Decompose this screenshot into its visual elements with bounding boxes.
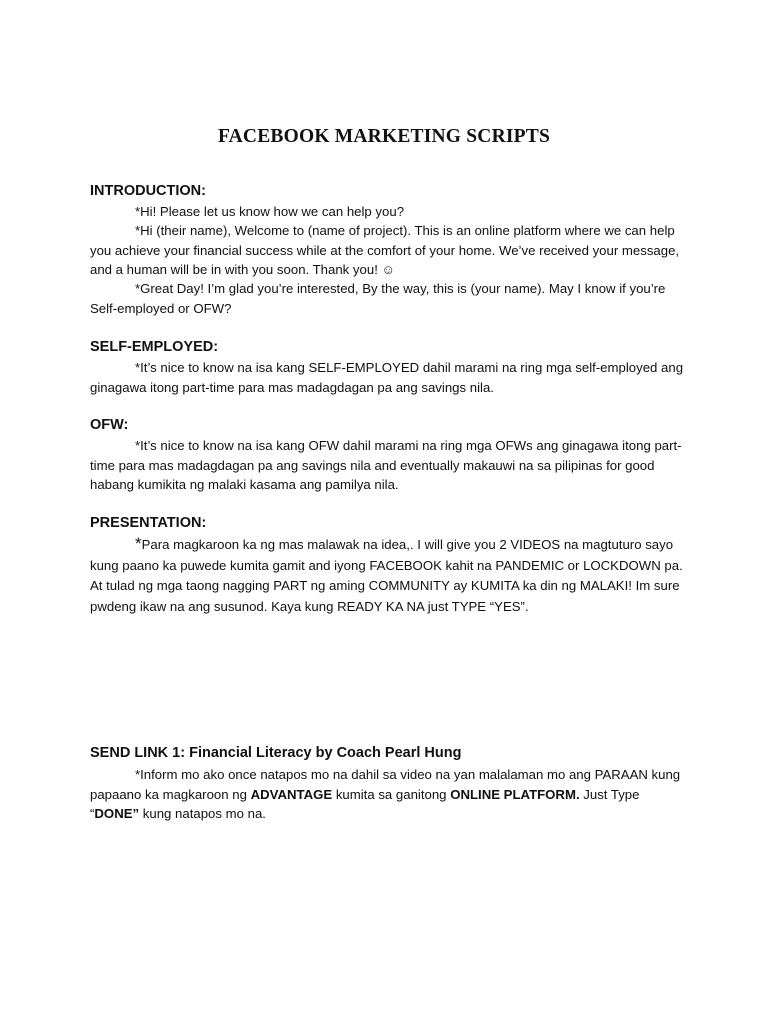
ofw-heading: OFW: xyxy=(90,417,129,433)
introduction-paragraph-1 xyxy=(90,202,685,222)
presentation-asterisk: * xyxy=(135,534,142,553)
send-link-1-text-a: *Inform mo ako once natapos mo na dahil sa video na yan malalaman mo ang PARAAN kung papaano ka magkaroon ng xyxy=(90,767,681,802)
presentation-paragraph xyxy=(90,535,685,617)
self-employed-heading: SELF-EMPLOYED: xyxy=(90,339,219,355)
send-link-1-online-platform: ONLINE PLATFORM. xyxy=(450,786,580,802)
presentation-text: Para magkaroon ka ng mas malawak na idea,. I will give you 2 VIDEOS na magtuturo sayo kung paano ka puwede kumita gamit and iyong FACEBOOK kahit na PANDEMIC or LOCKDOWN pa. At tulad ng mga taong nagging PART ng aming COMMUNITY ay KUMITA ka din ng MALAKI! Im sure pwdeng ikaw na ang susunod. Kaya kung READY KA NA just TYPE “YES”. xyxy=(90,537,683,614)
ofw-text: *It’s nice to know na isa kang OFW dahil marami na ring mga OFWs ang ginagawa itong part-time para mas madagdagan pa ang savings nila and eventually makauwi na sa pilipinas for good habang kumikita ng malaki kasama ang pamilya nila. xyxy=(90,438,682,492)
document-title: FACEBOOK MARKETING SCRIPTS xyxy=(217,126,551,147)
introduction-paragraph-2 xyxy=(90,221,685,280)
send-link-1-text-e: Just Type “ xyxy=(90,786,640,821)
send-link-1-heading: SEND LINK 1: Financial Literacy by Coach Pearl Hung xyxy=(90,745,462,761)
introduction-text-1: *Hi! Please let us know how we can help you? xyxy=(135,204,405,219)
ofw-paragraph xyxy=(90,436,685,495)
send-link-1-advantage: ADVANTAGE xyxy=(250,786,333,802)
introduction-text-2: *Hi (their name), Welcome to (name of project). This is an online platform where we can help you achieve your financial success while at the comfort of your home. We’ve received your message, and a human will be in with you soon. Thank you! ☺ xyxy=(90,223,680,277)
send-link-1-paragraph xyxy=(90,765,685,824)
send-link-1-text-g: kung natapos mo na. xyxy=(139,806,266,821)
introduction-heading: INTRODUCTION: xyxy=(90,183,206,199)
introduction-text-3: *Great Day! I’m glad you’re interested, By the way, this is (your name). May I know if you’re Self-employed or OFW? xyxy=(90,281,666,316)
presentation-heading: PRESENTATION: xyxy=(90,515,207,531)
self-employed-paragraph xyxy=(90,358,685,397)
send-link-1-text-c: kumita sa ganitong xyxy=(332,786,451,802)
send-link-1-done: DONE” xyxy=(94,806,140,821)
self-employed-text: *It’s nice to know na isa kang SELF-EMPLOYED dahil marami na ring mga self-employed ang ginagawa itong part-time para mas madagdagan pa ang savings nila. xyxy=(90,360,684,395)
introduction-paragraph-3 xyxy=(90,279,685,318)
